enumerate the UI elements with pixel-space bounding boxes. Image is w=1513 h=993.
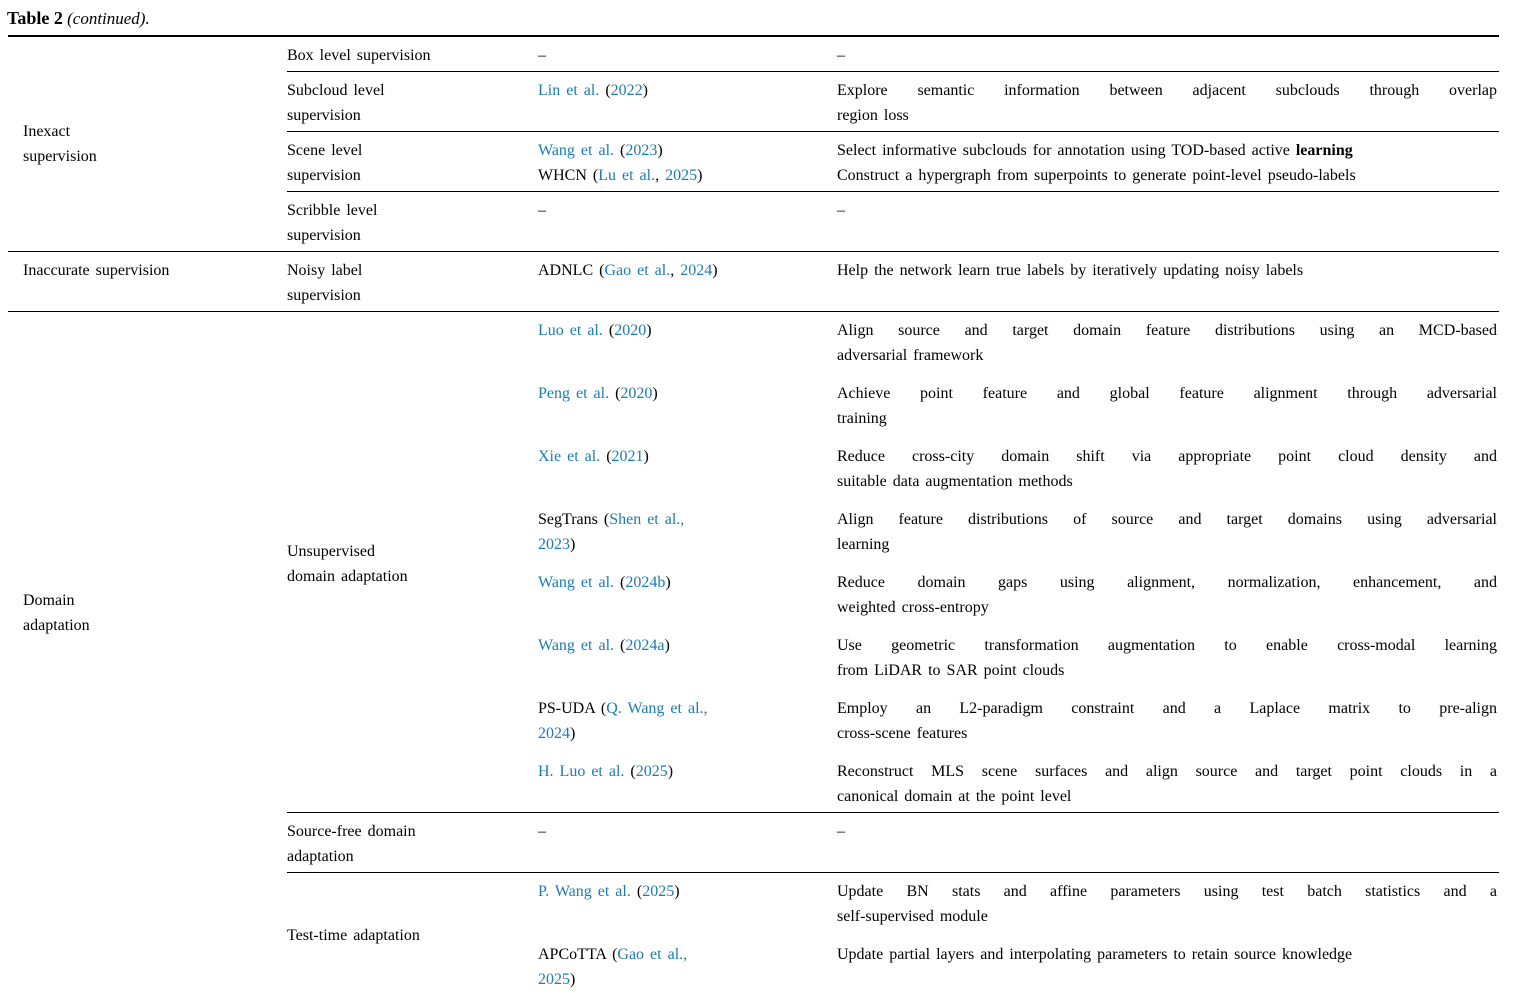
citation-link[interactable]: Wang et al.	[538, 142, 615, 159]
subcategory-cell	[287, 78, 538, 128]
description-cell	[837, 570, 1499, 620]
description-text: Help the network learn true labels by iteratively updating noisy labels	[837, 262, 1304, 279]
citation-line	[538, 819, 825, 844]
description-text: region loss	[837, 107, 909, 124]
description-cell	[837, 633, 1499, 683]
citation-text: )	[664, 637, 670, 654]
citation-link[interactable]: 2020	[620, 385, 653, 402]
citation-link[interactable]: 2024	[538, 725, 570, 742]
method-entry	[538, 633, 1499, 683]
citation-link[interactable]: Lu et al.	[598, 167, 656, 184]
citation-text: )	[657, 142, 663, 159]
citation-cell	[538, 381, 837, 431]
subcategory-label: Scribble level	[287, 202, 378, 219]
table-group	[8, 311, 1499, 993]
description-text: Align source and target domain feature distributions using an MCD-based	[837, 322, 1497, 339]
subcategory-label: supervision	[287, 107, 361, 124]
citation-link[interactable]: Luo et al.	[538, 322, 603, 339]
citation-link[interactable]: Wang et al.	[538, 574, 615, 591]
method-entry	[538, 696, 1499, 746]
description-text: training	[837, 410, 887, 427]
subcategory-cell	[287, 198, 538, 248]
method-entry	[538, 570, 1499, 620]
description-cell	[837, 879, 1499, 929]
citation-cell	[538, 879, 837, 929]
description-cell	[837, 318, 1499, 368]
citation-cell	[538, 633, 837, 683]
citation-text: (	[630, 883, 643, 900]
description-cell	[837, 138, 1499, 163]
citation-cell	[538, 444, 837, 494]
citation-text: )	[642, 82, 648, 99]
method-entry	[538, 879, 1499, 929]
table-row	[287, 131, 1499, 191]
method-entry	[538, 819, 1499, 844]
table-caption-number: Table 2	[7, 8, 63, 28]
citation-cell	[538, 198, 837, 223]
citation-link[interactable]: Xie et al.	[538, 448, 601, 465]
description-line	[837, 570, 1497, 595]
citation-link[interactable]: Shen et al.,	[609, 511, 685, 528]
description-text: from LiDAR to SAR point clouds	[837, 662, 1065, 679]
description-cell	[837, 759, 1499, 809]
category-label: supervision	[23, 148, 97, 165]
citation-text: )	[646, 322, 652, 339]
description-line	[837, 103, 1497, 128]
citation-text: (	[624, 763, 636, 780]
citation-link[interactable]: Q. Wang et al.,	[606, 700, 708, 717]
row-entries	[538, 43, 1499, 68]
method-entry	[538, 759, 1499, 809]
description-text: Align feature distributions of source and target domains using adversarial	[837, 511, 1497, 528]
citation-text: (	[609, 385, 621, 402]
citation-cell	[538, 819, 837, 844]
category-label: Inaccurate supervision	[23, 262, 170, 279]
description-line	[837, 784, 1497, 809]
description-line	[837, 595, 1497, 620]
citation-text: –	[538, 47, 546, 64]
description-cell	[837, 198, 1499, 223]
description-line	[837, 721, 1497, 746]
description-line	[837, 942, 1497, 967]
subcategory-cell	[287, 138, 538, 188]
citation-cell	[538, 258, 837, 283]
supervision-methods-table	[8, 35, 1499, 993]
table-row	[287, 71, 1499, 131]
description-line	[837, 343, 1497, 368]
description-text: Update BN stats and affine parameters using test batch statistics and a	[837, 883, 1497, 900]
description-line	[837, 78, 1497, 103]
subcategory-cell	[287, 43, 538, 68]
table-caption-continued: (continued).	[67, 9, 150, 28]
description-line	[837, 258, 1497, 283]
citation-link[interactable]: Wang et al.	[538, 637, 615, 654]
citation-text: (	[602, 322, 615, 339]
citation-text: ADNLC (	[538, 262, 605, 279]
description-line	[837, 633, 1497, 658]
description-line	[837, 507, 1497, 532]
citation-link[interactable]: 2020	[614, 322, 647, 339]
subcategory-label: Noisy label	[287, 262, 363, 279]
citation-line	[538, 318, 825, 343]
citation-cell	[538, 570, 837, 620]
description-text: Select informative subclouds for annotation using TOD-based active	[837, 142, 1296, 159]
description-text: Reduce domain gaps using alignment, normalization, enhancement, and	[837, 574, 1497, 591]
category-cell	[8, 119, 287, 169]
citation-text: SegTrans (	[538, 511, 610, 528]
description-text: Achieve point feature and global feature alignment through adversarial	[837, 385, 1497, 402]
subcategory-label: supervision	[287, 287, 361, 304]
citation-cell	[538, 163, 837, 188]
table-group	[8, 251, 1499, 311]
description-cell	[837, 381, 1499, 431]
description-text: –	[837, 47, 845, 64]
subcategory-label: adaptation	[287, 848, 354, 865]
description-line	[837, 532, 1497, 557]
citation-text: (	[599, 82, 611, 99]
method-entry	[538, 507, 1499, 557]
citation-text: )	[697, 167, 703, 184]
description-line	[837, 469, 1497, 494]
description-cell	[837, 43, 1499, 68]
citation-text: )	[665, 574, 671, 591]
citation-cell	[538, 759, 837, 809]
citation-text: APCoTTA (	[538, 946, 618, 963]
citation-text: )	[667, 763, 674, 780]
subcategory-label: Unsupervised	[287, 542, 375, 560]
citation-line	[538, 879, 825, 904]
citation-text: )	[674, 883, 680, 900]
citation-line	[538, 507, 825, 532]
citation-link[interactable]: 2024	[680, 262, 713, 279]
subcategory-label: Source-free domain	[287, 823, 416, 840]
description-cell	[837, 819, 1499, 844]
table-row	[287, 37, 1499, 71]
method-entry	[538, 43, 1499, 68]
description-text: suitable data augmentation methods	[837, 473, 1073, 490]
description-text: Use geometric transformation augmentation to enable cross-modal learning	[837, 637, 1497, 654]
row-entries	[538, 198, 1499, 248]
subcategory-cell	[287, 923, 538, 948]
description-line	[837, 198, 1497, 223]
description-text: learning	[837, 536, 890, 553]
citation-link[interactable]: 2021	[611, 448, 644, 465]
citation-link[interactable]: Lin et al.	[538, 82, 600, 99]
subcategory-label: Test-time adaptation	[287, 927, 420, 944]
table-row	[287, 812, 1499, 872]
description-text: –	[837, 202, 845, 219]
citation-cell	[538, 942, 837, 992]
description-text: cross-scene features	[837, 725, 968, 742]
subcategory-label: domain adaptation	[287, 567, 408, 585]
citation-text: (	[614, 637, 626, 654]
table-caption	[0, 0, 1513, 35]
subcategory-cell	[287, 258, 538, 308]
description-line	[837, 43, 1497, 68]
citation-line	[538, 138, 825, 163]
citation-link[interactable]: 2025	[635, 763, 668, 780]
citation-cell	[538, 318, 837, 368]
citation-text: (	[614, 574, 626, 591]
description-line	[837, 318, 1497, 343]
citation-line	[538, 444, 825, 469]
method-entry	[538, 318, 1499, 368]
description-text: self-supervised module	[837, 908, 988, 925]
description-text: –	[837, 823, 845, 840]
citation-link[interactable]: P. Wang et al.	[538, 883, 631, 900]
category-cell	[8, 252, 287, 311]
description-line	[837, 381, 1497, 406]
description-line	[837, 759, 1497, 784]
citation-link[interactable]: H. Luo et al.	[538, 763, 625, 780]
method-entry	[538, 444, 1499, 494]
group-rows	[287, 37, 1499, 251]
citation-link[interactable]: 2025	[642, 883, 675, 900]
row-entries	[538, 879, 1499, 992]
description-text: Reconstruct MLS scene surfaces and align source and target point clouds in a	[837, 763, 1497, 780]
table-row	[287, 872, 1499, 993]
citation-line	[538, 967, 825, 992]
description-line	[837, 904, 1497, 929]
description-text: Construct a hypergraph from superpoints to generate point-level pseudo-labels	[837, 167, 1356, 184]
description-line	[837, 658, 1497, 683]
group-rows	[287, 312, 1499, 993]
category-label: adaptation	[23, 617, 90, 634]
description-line	[837, 163, 1497, 188]
citation-cell	[538, 138, 837, 163]
citation-line	[538, 696, 825, 721]
subcategory-cell	[287, 539, 538, 589]
citation-link[interactable]: Peng et al.	[538, 385, 610, 402]
citation-text: )	[652, 385, 658, 402]
description-text: Reduce cross-city domain shift via appropriate point cloud density and	[837, 448, 1497, 465]
method-entry	[538, 78, 1499, 128]
category-label: Inexact	[23, 123, 71, 140]
citation-text: (	[600, 448, 612, 465]
description-cell	[837, 696, 1499, 746]
description-cell	[837, 163, 1499, 188]
description-line	[837, 819, 1497, 844]
subcategory-cell	[287, 819, 538, 869]
description-text: learning	[1295, 142, 1353, 159]
citation-text: ,	[670, 262, 681, 279]
row-entries	[538, 258, 1499, 308]
row-entries	[538, 138, 1499, 188]
citation-line	[538, 532, 825, 557]
method-entry	[538, 198, 1499, 223]
description-line	[837, 138, 1497, 163]
row-entries	[538, 78, 1499, 128]
citation-line	[538, 721, 825, 746]
citation-text: –	[538, 202, 546, 219]
citation-text: )	[570, 971, 576, 988]
table-row	[287, 191, 1499, 251]
citation-line	[538, 570, 825, 595]
description-line	[837, 444, 1497, 469]
method-entry	[538, 138, 1499, 163]
group-rows	[287, 252, 1499, 311]
description-text: Update partial layers and interpolating parameters to retain source knowledge	[837, 946, 1353, 963]
citation-line	[538, 381, 825, 406]
category-label: Domain	[23, 592, 75, 609]
citation-link[interactable]: 2025	[665, 167, 698, 184]
category-cell	[8, 312, 287, 641]
table-row	[287, 312, 1499, 812]
description-cell	[837, 258, 1499, 283]
citation-link[interactable]: 2025	[538, 971, 570, 988]
description-cell	[837, 942, 1499, 992]
citation-line	[538, 759, 825, 784]
description-cell	[837, 444, 1499, 494]
description-text: Explore semantic information between adjacent subclouds through overlap	[837, 82, 1497, 99]
citation-line	[538, 633, 825, 658]
method-entry	[538, 258, 1499, 283]
citation-text: ,	[655, 167, 666, 184]
description-text: canonical domain at the point level	[837, 788, 1072, 805]
citation-text: (	[614, 142, 626, 159]
description-text: adversarial framework	[837, 347, 984, 364]
citation-link[interactable]: 2023	[625, 142, 658, 159]
citation-line	[538, 43, 825, 68]
subcategory-label: supervision	[287, 167, 361, 184]
description-line	[837, 406, 1497, 431]
citation-text: )	[570, 725, 576, 742]
citation-link[interactable]: Gao et al.	[604, 262, 671, 279]
citation-link[interactable]: Gao et al.,	[617, 946, 688, 963]
method-entry	[538, 163, 1499, 188]
subcategory-label: Box level supervision	[287, 47, 431, 64]
subcategory-label: Scene level	[287, 142, 363, 159]
citation-link[interactable]: 2024b	[625, 574, 666, 591]
citation-text: )	[643, 448, 649, 465]
description-text: Employ an L2-paradigm constraint and a Laplace matrix to pre-align	[837, 700, 1497, 717]
citation-text: )	[712, 262, 718, 279]
citation-line	[538, 942, 825, 967]
citation-cell	[538, 507, 837, 557]
method-entry	[538, 381, 1499, 431]
citation-link[interactable]: 2023	[538, 536, 570, 553]
description-cell	[837, 78, 1499, 128]
citation-text: PS-UDA (	[538, 700, 607, 717]
subcategory-label: Subcloud level	[287, 82, 385, 99]
citation-cell	[538, 78, 837, 128]
table-group	[8, 37, 1499, 251]
citation-text: –	[538, 823, 546, 840]
citation-cell	[538, 696, 837, 746]
method-entry	[538, 942, 1499, 992]
citation-cell	[538, 43, 837, 68]
citation-line	[538, 198, 825, 223]
row-entries	[538, 819, 1499, 869]
citation-link[interactable]: 2024a	[625, 637, 665, 654]
subcategory-label: supervision	[287, 227, 361, 244]
citation-text: )	[570, 536, 576, 553]
citation-line	[538, 163, 825, 188]
description-cell	[837, 507, 1499, 557]
citation-text: WHCN (	[538, 167, 599, 184]
citation-line	[538, 78, 825, 103]
description-line	[837, 879, 1497, 904]
row-entries	[538, 318, 1499, 809]
description-line	[837, 696, 1497, 721]
table-row	[287, 252, 1499, 311]
citation-line	[538, 258, 825, 283]
description-text: weighted cross-entropy	[837, 599, 989, 616]
citation-link[interactable]: 2022	[610, 82, 643, 99]
